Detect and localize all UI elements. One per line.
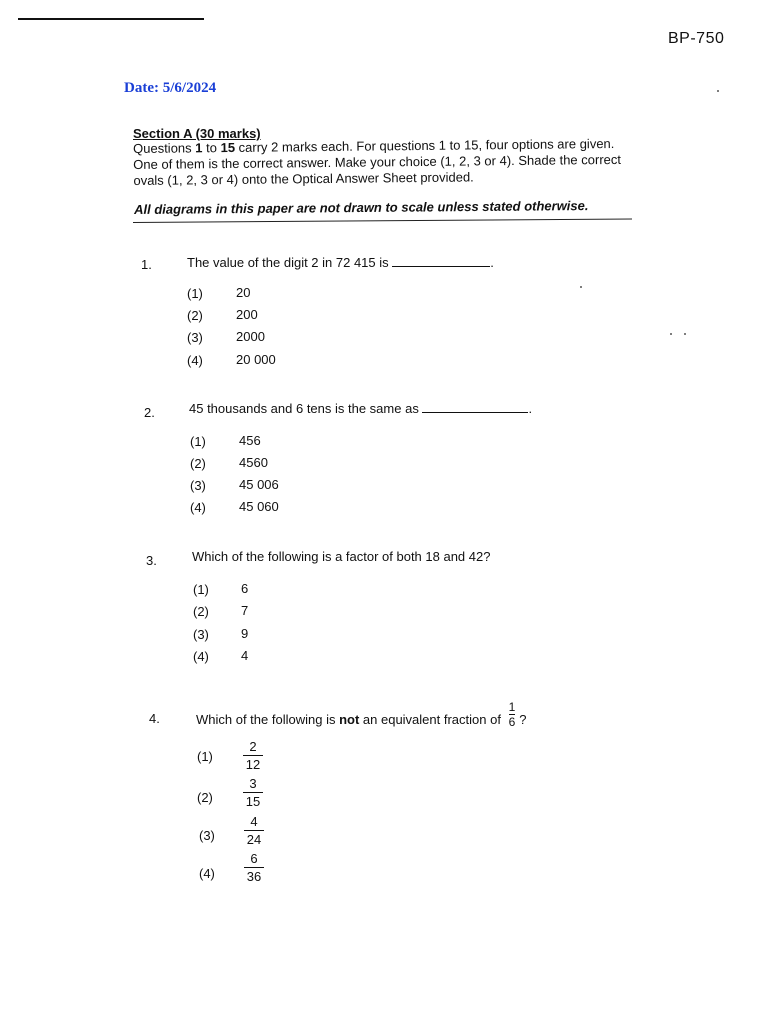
- scan-speck: [684, 333, 686, 335]
- option-number: (1): [187, 286, 203, 301]
- question-number: 4.: [149, 711, 160, 726]
- option-value: 4560: [239, 455, 268, 470]
- option-number: (3): [193, 627, 209, 642]
- scan-speck: [717, 90, 719, 92]
- option-number: (1): [197, 749, 213, 764]
- option-number: (3): [190, 478, 206, 493]
- option-value: 6: [241, 581, 249, 596]
- option-number: (1): [193, 582, 209, 597]
- option-number: (1): [190, 434, 206, 449]
- option-value: 9: [241, 626, 249, 641]
- question-number: 3.: [146, 553, 157, 568]
- fraction: $\frac{1}{6}$: [508, 700, 516, 729]
- option-fraction: 6 36: [244, 852, 264, 883]
- option-number: (2): [193, 604, 209, 619]
- question-number: 1.: [141, 257, 152, 272]
- header-rule: [18, 18, 204, 20]
- question-text: Which of the following is not an equivalent fraction of $\frac{1}{6}$ ?: [196, 700, 527, 729]
- option-value: 45 006: [239, 477, 279, 492]
- answer-blank: [392, 256, 490, 267]
- option-value: 45 060: [239, 499, 279, 514]
- question-text: 45 thousands and 6 tens is the same as .: [189, 401, 533, 416]
- option-number: (4): [190, 500, 206, 515]
- option-value: 20 000: [236, 352, 276, 367]
- option-number: (2): [187, 308, 203, 323]
- question-number: 2.: [144, 405, 155, 420]
- option-number: (2): [197, 790, 213, 805]
- paper-code: BP-750: [668, 30, 725, 47]
- question-text: Which of the following is a factor of both 18 and 42?: [192, 549, 491, 564]
- option-fraction: 3 15: [243, 777, 263, 808]
- section-instructions: Questions 1 to 15 carry 2 marks each. For questions 1 to 15, four options are given. One of them is the correct answer. Make your choice (1, 2, 3 or 4). Shade the correct ovals (1, 2, 3 or 4) onto the Optical Answer Sheet provided.: [133, 135, 622, 188]
- option-number: (4): [187, 353, 203, 368]
- option-value: 456: [239, 433, 261, 448]
- option-value: 7: [241, 603, 249, 618]
- scan-speck: [670, 333, 672, 335]
- option-value: 2000: [236, 329, 265, 344]
- option-value: 200: [236, 307, 258, 322]
- option-number: (4): [193, 649, 209, 664]
- option-fraction: 4 24: [244, 815, 264, 846]
- option-fraction: 2 12: [243, 740, 263, 771]
- option-number: (3): [199, 828, 215, 843]
- answer-blank: [422, 402, 528, 413]
- option-value: 4: [241, 648, 249, 663]
- option-number: (3): [187, 330, 203, 345]
- option-number: (2): [190, 456, 206, 471]
- diagram-note: All diagrams in this paper are not drawn to scale unless stated otherwise.: [134, 198, 589, 217]
- section-title: Section A (30 marks): [133, 126, 261, 141]
- exam-date: Date: 5/6/2024: [124, 80, 217, 96]
- option-number: (4): [199, 866, 215, 881]
- scan-speck: [580, 286, 582, 288]
- option-value: 20: [236, 285, 251, 300]
- question-text: The value of the digit 2 in 72 415 is .: [187, 255, 494, 270]
- section-divider: [133, 219, 632, 223]
